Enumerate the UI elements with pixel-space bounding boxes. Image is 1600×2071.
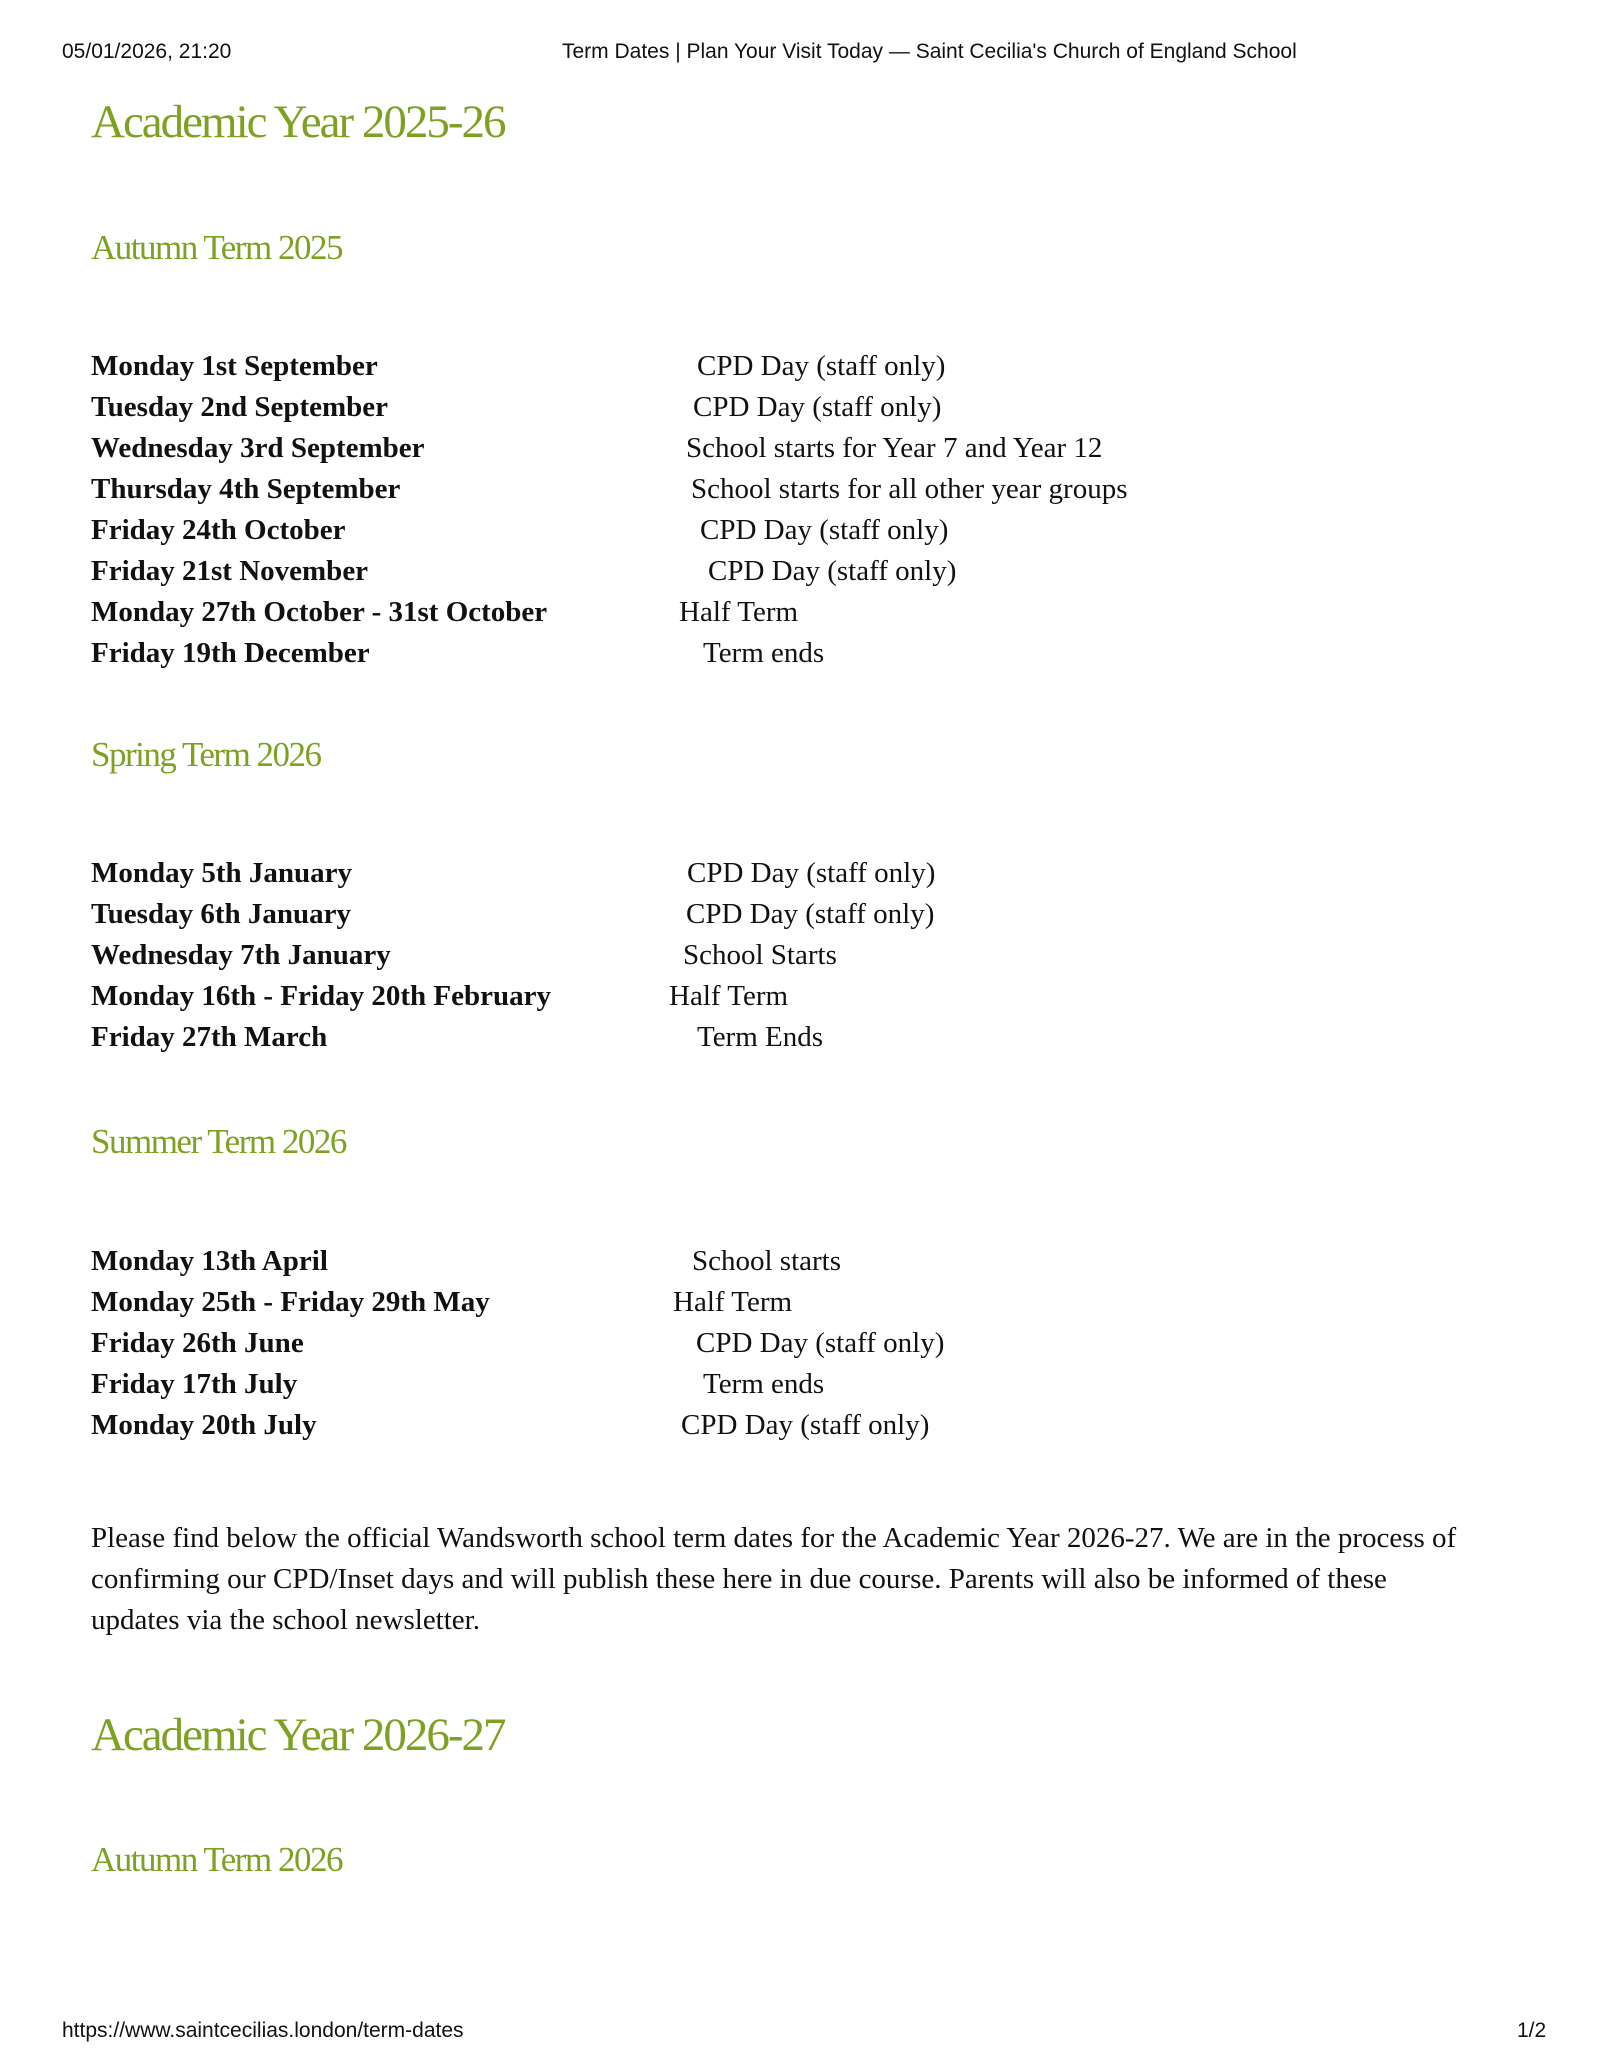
term-event: CPD Day (staff only)	[693, 391, 942, 423]
print-datetime: 05/01/2026, 21:20	[62, 40, 232, 63]
term-event: Term ends	[703, 637, 825, 669]
table-row	[91, 1405, 1291, 1446]
term-event: Half Term	[673, 1286, 793, 1318]
term-dates-note: Please find below the official Wandsworth school term dates for the Academic Year 2026-27. We are in the process of confirming our CPD/Inset days and will publish these here in due course. Parents will also be informed of these updates via the school newsletter.	[91, 1522, 1457, 1636]
term-event: Half Term	[679, 596, 799, 628]
term-date: Monday 25th - Friday 29th May	[91, 1286, 490, 1318]
table-row	[91, 510, 1291, 551]
term-date: Monday 1st September	[91, 350, 378, 382]
term-event: Half Term	[669, 980, 789, 1012]
table-row	[91, 976, 1291, 1017]
autumn-term-2026-heading: Autumn Term 2026	[91, 1840, 342, 1879]
term-date: Friday 26th June	[91, 1327, 304, 1359]
table-row	[91, 346, 1291, 387]
term-date: Monday 13th April	[91, 1245, 328, 1277]
table-row	[91, 935, 1291, 976]
academic-year-2025-heading: Academic Year 2025-26	[91, 96, 505, 148]
academic-year-2026-heading: Academic Year 2026-27	[91, 1709, 505, 1761]
term-event: CPD Day (staff only)	[696, 1327, 945, 1359]
term-date: Monday 16th - Friday 20th February	[91, 980, 551, 1012]
spring-term-2026-heading: Spring Term 2026	[91, 735, 321, 774]
print-page-title: Term Dates | Plan Your Visit Today — Saint Cecilia's Church of England School	[562, 40, 1297, 63]
print-url: https://www.saintcecilias.london/term-dates	[62, 2019, 464, 2042]
term-event: CPD Day (staff only)	[686, 898, 935, 930]
table-row	[91, 1017, 1291, 1058]
table-row	[91, 551, 1291, 592]
term-date: Thursday 4th September	[91, 473, 401, 505]
table-row	[91, 469, 1291, 510]
term-date: Friday 19th December	[91, 637, 370, 669]
term-date: Monday 20th July	[91, 1409, 317, 1441]
term-date: Tuesday 2nd September	[91, 391, 389, 423]
term-event: Term Ends	[697, 1021, 824, 1053]
term-date: Tuesday 6th January	[91, 898, 352, 930]
table-row	[91, 1282, 1291, 1323]
term-event: CPD Day (staff only)	[681, 1409, 930, 1441]
term-event: CPD Day (staff only)	[700, 514, 949, 546]
term-event: School starts for Year 7 and Year 12	[686, 432, 1103, 464]
table-row	[91, 1323, 1291, 1364]
table-row	[91, 592, 1291, 633]
table-row	[91, 633, 1291, 674]
term-event: CPD Day (staff only)	[708, 555, 957, 587]
term-date: Wednesday 3rd September	[91, 432, 425, 464]
autumn-term-2025-heading: Autumn Term 2025	[91, 228, 342, 267]
term-date: Friday 24th October	[91, 514, 346, 546]
term-date: Friday 27th March	[91, 1021, 328, 1053]
page-number: 1/2	[1517, 2019, 1547, 2042]
autumn-term-2025-table	[91, 346, 1291, 674]
term-event: School Starts	[683, 939, 837, 971]
table-row	[91, 1241, 1291, 1282]
term-date: Wednesday 7th January	[91, 939, 391, 971]
table-row	[91, 428, 1291, 469]
term-event: School starts for all other year groups	[691, 473, 1128, 505]
term-date: Friday 21st November	[91, 555, 369, 587]
term-event: CPD Day (staff only)	[687, 857, 936, 889]
summer-term-2026-table	[91, 1241, 1291, 1446]
table-row	[91, 1364, 1291, 1405]
table-row	[91, 387, 1291, 428]
term-event: CPD Day (staff only)	[697, 350, 946, 382]
summer-term-2026-heading: Summer Term 2026	[91, 1122, 346, 1161]
table-row	[91, 853, 1291, 894]
term-date: Monday 5th January	[91, 857, 353, 889]
print-header	[0, 40, 1600, 70]
term-date: Monday 27th October - 31st October	[91, 596, 548, 628]
spring-term-2026-table	[91, 853, 1291, 1058]
table-row	[91, 894, 1291, 935]
term-date: Friday 17th July	[91, 1368, 298, 1400]
term-event: Term ends	[703, 1368, 825, 1400]
term-event: School starts	[692, 1245, 842, 1277]
